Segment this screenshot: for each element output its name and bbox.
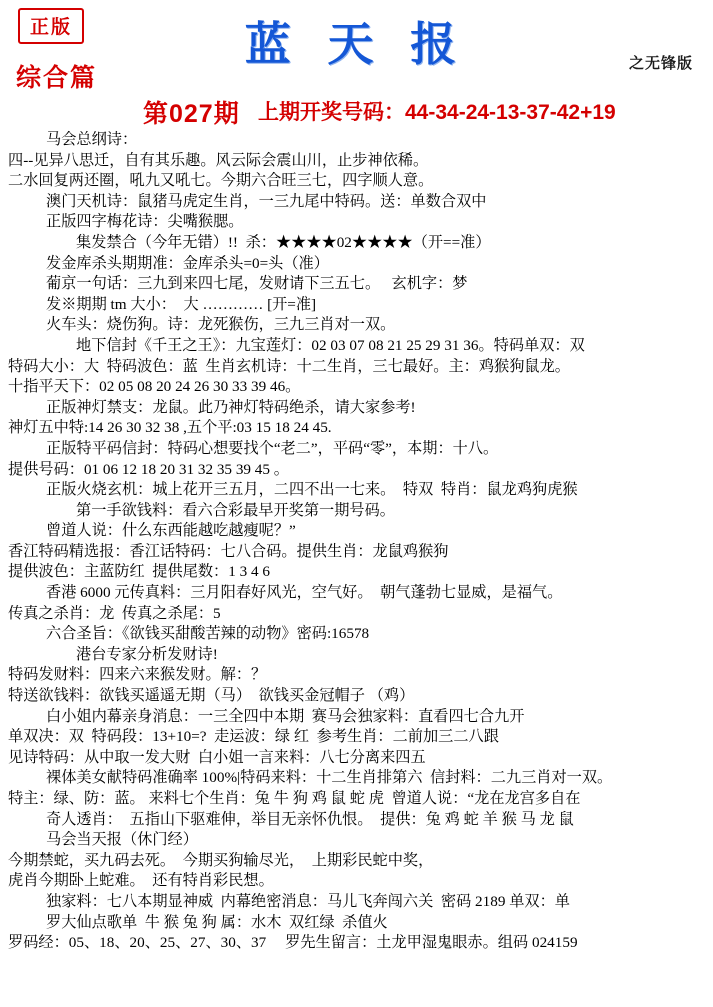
article-line: 正版特平码信封：特码心想要找个“老二”，平码“零”，本期：十八。	[46, 439, 499, 457]
article-line: 今期禁蛇，买九码去死。 今期买狗输尽光， 上期彩民蛇中奖，	[8, 851, 434, 869]
article-line: 马会总纲诗：	[46, 131, 138, 148]
article-line: 十指平天下：02 05 08 20 24 26 30 33 39 46。	[8, 378, 301, 396]
article-body	[0, 128, 713, 964]
article-line: 提供波色：主蓝防红 提供尾数：1 3 4 6	[8, 563, 270, 581]
article-line: 火车头：烧伤狗。诗：龙死猴伤，三九三肖对一双。	[46, 316, 396, 334]
article-line: 裸体美女献特码准确率 100%|特码来料：十二生肖排第六 信封料：二九三肖对一双。	[46, 769, 613, 787]
article-line: 集发禁合（今年无错）!! 杀：★★★★02★★★★（开==准）	[76, 233, 491, 251]
article-line: 正版神灯禁支：龙鼠。此乃神灯特码绝杀，请大家参考!	[46, 398, 416, 416]
article-line: 地下信封《千王之王》：九宝莲灯：02 03 07 08 21 25 29 31 36。特码单双：双	[76, 336, 585, 354]
article-line: 发金库杀头期期准：金库杀头=0=头（准）	[46, 254, 329, 272]
article-line: 特送欲钱料：欲钱买遥遥无期（马） 欲钱买金冠帽子 （鸡）	[8, 687, 415, 705]
issue-number: 第027期	[143, 100, 240, 128]
page-header	[0, 0, 713, 92]
article-line: 奇人透肖： 五指山下驱难伸，举目无亲怀仇恨。 提供：兔 鸡 蛇 羊 猴 马 龙 鼠	[46, 810, 574, 828]
article-line: 四--见异八思迁，自有其乐趣。风云际会震山川，止步神依稀。	[8, 151, 429, 169]
article-line: 虎肖今期卧上蛇难。 还有特肖彩民想。	[8, 872, 274, 890]
article-line: 正版四字梅花诗：尖嘴猴腮。	[46, 213, 244, 231]
article-line: 二水回复两还圈，吼九又吼七。今期六合旺三七，四字顺人意。	[8, 172, 434, 190]
article-line: 澳门天机诗：鼠猪马虎定生肖，一三九尾中特码。送：单数合双中	[46, 192, 487, 210]
article-line: 见诗特码：从中取一发大财 白小姐一言来料：八七分离来四五	[8, 748, 426, 766]
article-line: 港台专家分析发财诗!	[76, 645, 218, 663]
article-line: 曾道人说：什么东西能越吃越瘦呢？”	[46, 522, 296, 540]
article-line: 单双决：双 特码段：13+10=? 走运波：绿 红 参考生肖：二前加三二八跟	[8, 728, 499, 746]
article-line: 正版火烧玄机：城上花开三五月，二四不出一七来。 特双 特肖：鼠龙鸡狗虎猴	[46, 481, 578, 499]
section-title: 综合篇	[16, 64, 98, 92]
article-line: 独家料：七八本期显神威 内幕绝密消息：马儿飞奔闯六关 密码 2189 单双：单	[46, 892, 570, 910]
edition-label: 之无锋版	[628, 55, 693, 72]
authentic-stamp-badge: 正版	[18, 8, 84, 44]
article-line: 特码大小：大 特码波色：蓝 生肖玄机诗：十二生肖，三七最好。主：鸡猴狗鼠龙。	[8, 357, 570, 375]
page-title: 蓝 天 报	[244, 18, 469, 70]
article-line: 神灯五中特:14 26 30 32 38 ,五个平:03 15 18 24 45.	[8, 419, 332, 437]
article-line: 葡京一句话：三九到来四七尾，发财请下三五七。 玄机字：梦	[46, 275, 468, 293]
previous-draw-numbers: 上期开奖号码：44-34-24-13-37-42+19	[258, 101, 616, 124]
article-line: 白小姐内幕亲身消息：一三全四中本期 赛马会独家料：直看四七合九开	[46, 707, 525, 725]
article-line: 罗码经：05、18、20、25、27、30、37 罗先生留言：土龙甲湿鬼眼赤。组码 024159	[8, 934, 578, 952]
article-line: 发※期期 tm 大小： 大 ………… [开=准]	[46, 295, 317, 313]
article-line: 第一手欲钱料：看六合彩最早开奖第一期号码。	[76, 501, 395, 519]
article-line: 马会当天报（休门经）	[46, 831, 198, 849]
issue-row	[0, 94, 713, 128]
article-line: 香江特码精选报：香江话特码：七八合码。提供生肖：龙鼠鸡猴狗	[8, 542, 449, 560]
article-line: 六合圣旨：《欲钱买甜酸苦辣的动物》密码:16578	[46, 625, 370, 643]
article-line: 传真之杀肖：龙 传真之杀尾：5	[8, 604, 221, 622]
article-line: 罗大仙点歌单 牛 猴 兔 狗 属：水木 双红绿 杀值火	[46, 913, 388, 931]
article-line: 特码发财料：四来六来猴发财。解：？	[8, 666, 267, 684]
article-line: 提供号码：01 06 12 18 20 31 32 35 39 45 。	[8, 460, 289, 478]
article-line: 香港 6000 元传真料：三月阳春好风光，空气好。 朝气蓬勃七显威，是福气。	[46, 584, 563, 602]
article-line: 特主：绿、防：蓝。 来料七个生肖：兔 牛 狗 鸡 鼠 蛇 虎 曾道人说：“龙在龙宫多自在	[8, 790, 581, 807]
